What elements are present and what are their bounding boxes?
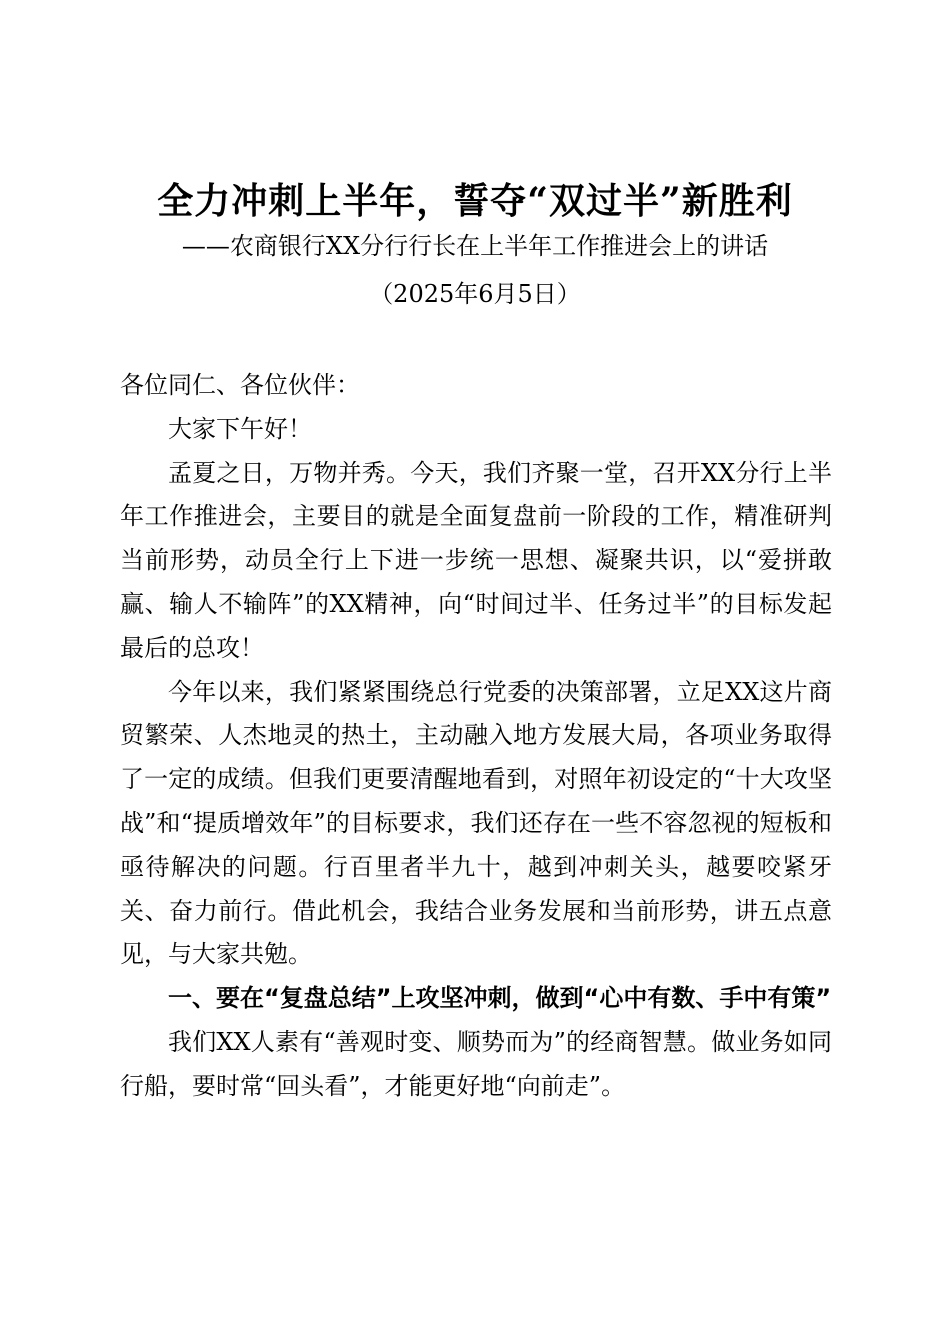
document-subtitle: ——农商银行XX分行行长在上半年工作推进会上的讲话: [181, 232, 769, 260]
document-date: （2025年6月5日）: [369, 280, 581, 308]
greeting: 大家下午好！: [168, 414, 312, 443]
salutation: 各位同仁、各位伙伴：: [120, 371, 360, 399]
speech-body: [120, 364, 832, 1109]
paragraph-1: 孟夏之日，万物并秀。今天，我们齐聚一堂，召开XX分行上半年工作推进会，主要目的就是全面复盘前一阶段的工作，精准研判当前形势，动员全行上下进一步统一思想、凝聚共识，以“爱拼敢赢、输人不输阵”的XX精神，向“时间过半、任务过半”的目标发起最后的总攻！: [120, 458, 832, 662]
paragraph-2: 今年以来，我们紧紧围绕总行党委的决策部署，立足XX这片商贸繁荣、人杰地灵的热土，主动融入地方发展大局，各项业务取得了一定的成绩。但我们更要清醒地看到，对照年初设定的“十大攻坚战”和“提质增效年”的目标要求，我们还存在一些不容忽视的短板和亟待解决的问题。行百里者半九十，越到冲刺关头，越要咬紧牙关、奋力前行。借此机会，我结合业务发展和当前形势，讲五点意见，与大家共勉。: [120, 677, 832, 969]
document-title: 全力冲刺上半年，誓夺“双过半”新胜利: [157, 180, 793, 222]
paragraph-3: 我们XX人素有“善观时变、顺势而为”的经商智慧。做业务如同行船，要时常“回头看”，才能更好地“向前走”。: [120, 1027, 832, 1100]
section-1-heading: 一、要在“复盘总结”上攻坚冲刺，做到“心中有数、手中有策”: [168, 984, 832, 1013]
